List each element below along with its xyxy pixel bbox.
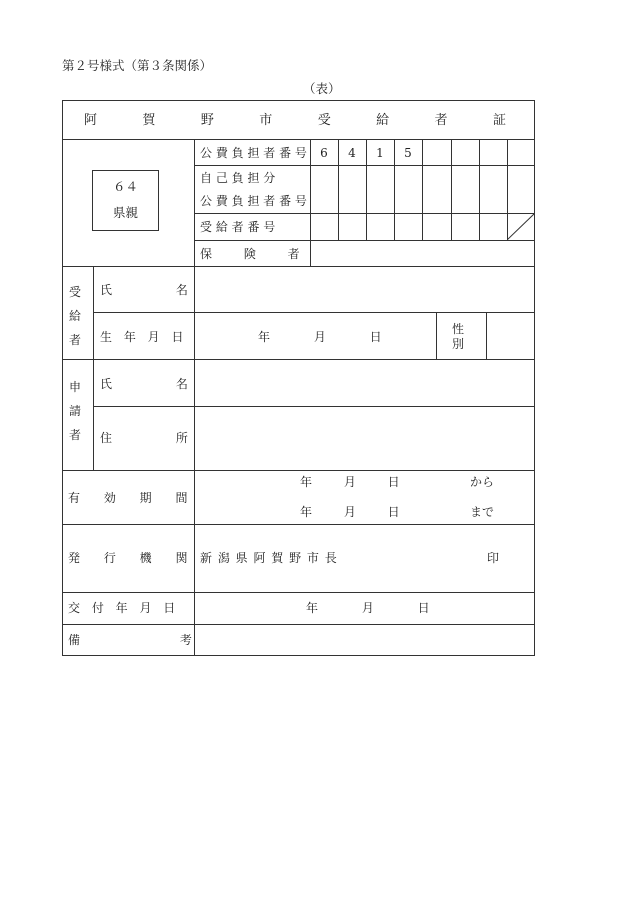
recipient-group-label: 受 給 者: [68, 285, 81, 347]
code-label: 県親: [112, 205, 138, 220]
title-char: 受: [317, 113, 331, 128]
row-divider: [62, 359, 535, 360]
col-divider: [436, 312, 437, 359]
col-divider: [93, 359, 94, 470]
burden-number-label: 公 費 負 担 者 番 号: [200, 146, 307, 160]
row-divider: [62, 470, 535, 471]
title-char: 者: [434, 113, 448, 128]
digit-1: 6: [320, 146, 328, 160]
validity-label: 有 効 期 間: [68, 491, 188, 505]
title-char: 賀: [142, 113, 156, 128]
seal-mark: 印: [487, 551, 500, 565]
validity-to-date: 年 月 日: [300, 505, 400, 519]
row-divider: [93, 312, 535, 313]
row-divider: [62, 524, 535, 525]
applicant-address-label: 住 所: [100, 431, 188, 445]
side-label: （表）: [303, 81, 341, 96]
col-divider: [486, 312, 487, 359]
col-divider: [194, 470, 195, 656]
row-divider: [93, 406, 535, 407]
validity-from-suffix: から: [470, 475, 495, 489]
remarks-label: 備 考: [68, 633, 192, 647]
code-number: ６４: [112, 179, 138, 194]
row-divider: [194, 213, 535, 214]
issue-date-value: 年 月 日: [306, 601, 430, 615]
self-burden-number-label: 公 費 負 担 者 番 号: [200, 194, 307, 208]
form-number: 第２号様式（第３条関係）: [62, 58, 213, 73]
certificate-title: [84, 114, 506, 127]
row-divider: [62, 624, 535, 625]
title-char: 野: [200, 113, 214, 128]
digit-col-divider: [451, 139, 452, 240]
row-divider: [62, 139, 535, 140]
row-divider: [194, 165, 535, 166]
title-char: 証: [492, 113, 506, 128]
digit-2: 4: [348, 146, 356, 160]
row-divider: [62, 266, 535, 267]
row-divider: [62, 592, 535, 593]
digit-col-divider: [479, 139, 480, 240]
col-divider: [194, 139, 195, 266]
recipient-birth-date: 年 月 日: [258, 330, 382, 344]
issuer-value: 新 潟 県 阿 賀 野 市 長: [200, 551, 337, 565]
digit-4: 5: [404, 146, 412, 160]
row-divider: [194, 240, 535, 241]
applicant-group-label: 申 請 者: [68, 380, 81, 442]
digit-col-divider: [422, 139, 423, 240]
title-char: 給: [376, 113, 390, 128]
applicant-name-label: 氏 名: [100, 377, 188, 391]
recipient-birth-label: 生 年 月 日: [100, 330, 184, 344]
gender-label-2: 別: [452, 337, 465, 351]
self-burden-label: 自 己 負 担 分: [200, 171, 276, 185]
validity-to-suffix: まで: [470, 505, 495, 519]
title-char: 阿: [84, 113, 98, 128]
diagonal-slash: [507, 213, 535, 241]
digit-3: 1: [376, 146, 384, 160]
title-char: 市: [259, 113, 273, 128]
issuer-label: 発 行 機 関: [68, 551, 188, 565]
validity-from-date: 年 月 日: [300, 475, 400, 489]
recipient-name-label: 氏 名: [100, 283, 188, 297]
recipient-number-label: 受 給 者 番 号: [200, 220, 276, 234]
gender-label-1: 性: [452, 322, 465, 336]
issue-date-label: 交 付 年 月 日: [68, 601, 176, 615]
col-divider: [194, 359, 195, 470]
insurer-label: 保 険 者: [200, 247, 300, 261]
